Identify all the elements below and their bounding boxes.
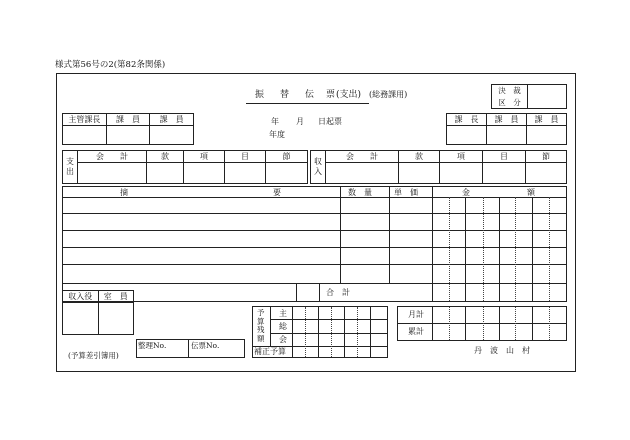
cumulative-total-label: 累計: [408, 327, 424, 336]
seiri-number-label: 整理No.: [138, 341, 167, 350]
voucher-number-label: 伝票No.: [191, 341, 220, 350]
seal-cell-chief[interactable]: [63, 126, 107, 145]
rev-col-kou: 項: [440, 151, 483, 163]
village-name: 丹 波 山 村: [474, 346, 530, 355]
staff-header-member-2: 課 員: [150, 114, 194, 126]
date-day: 日起票: [318, 117, 342, 126]
rev-val-kan[interactable]: [399, 163, 440, 184]
seal-cell-member-4[interactable]: [527, 126, 567, 145]
rev-col-kaikei: 会 計: [326, 151, 399, 163]
summary-table: [62, 186, 567, 302]
header-amount-2: 額: [527, 188, 535, 197]
title-dept: (総務課用): [369, 90, 408, 99]
header-amount-1: 金: [462, 188, 470, 197]
date-year: 年: [271, 117, 279, 126]
header-tekiyo-1: 摘: [120, 188, 128, 197]
approval-field[interactable]: [528, 85, 567, 109]
date-month: 月: [296, 117, 304, 126]
fiscal-year-label: 年度: [269, 130, 285, 139]
approval-kessai: 決 裁: [492, 85, 528, 97]
rev-col-kan: 款: [399, 151, 440, 163]
summary-row-line: [63, 230, 566, 231]
supplementary-budget-label: 補正予算: [254, 347, 286, 356]
expenditure-label: 支出: [63, 151, 78, 184]
budget-ledger-note: (予算差引簿用): [68, 351, 119, 360]
seal-cell-manager[interactable]: [447, 126, 487, 145]
header-quantity: 数 量: [348, 188, 372, 197]
rev-val-moku[interactable]: [483, 163, 526, 184]
title-char-3: 伝: [305, 90, 315, 100]
receipt-office: 室 員: [98, 291, 134, 303]
voucher-title: [255, 91, 373, 101]
seal-cell-member-2[interactable]: [150, 126, 194, 145]
exp-col-kaikei: 会 計: [78, 151, 147, 163]
approval-kubun: 区 分: [492, 97, 528, 109]
title-char-4: 票: [326, 90, 336, 100]
exp-col-kou: 項: [184, 151, 225, 163]
budget-balance-label: 予算残額: [257, 308, 265, 343]
seal-cell-member-3[interactable]: [487, 126, 527, 145]
form-reference: 様式第56号の2(第82条関係): [55, 60, 166, 70]
summary-row-line: [63, 283, 566, 284]
exp-val-kaikei[interactable]: [78, 163, 147, 184]
staff-header-manager: 課 長: [447, 114, 487, 126]
summary-row-line: [63, 264, 566, 265]
staff-header-member-4: 課 員: [527, 114, 567, 126]
title-underline: [246, 103, 369, 104]
seal-cell-member-1[interactable]: [106, 126, 150, 145]
title-suffix: (支出): [336, 90, 362, 100]
left-staff-seals: [62, 113, 194, 145]
title-char-2: 替: [280, 90, 290, 100]
exp-val-setsu[interactable]: [266, 163, 308, 184]
rev-col-setsu: 節: [526, 151, 567, 163]
title-char-1: 振: [255, 90, 265, 100]
budget-row-main: 主: [279, 309, 287, 318]
revenue-accounts: [310, 150, 567, 184]
approval-box: [491, 84, 567, 109]
total-label: 合 計: [326, 288, 350, 297]
summary-row-line: [63, 247, 566, 248]
monthly-total-label: 月計: [408, 310, 424, 319]
rev-val-setsu[interactable]: [526, 163, 567, 184]
revenue-label: 収入: [311, 151, 326, 184]
header-tekiyo-2: 要: [273, 188, 281, 197]
staff-header-member-1: 課 員: [106, 114, 150, 126]
expenditure-accounts: [62, 150, 308, 184]
rev-val-kou[interactable]: [440, 163, 483, 184]
receipt-seal-2[interactable]: [98, 303, 134, 335]
receipt-seal-1[interactable]: [63, 303, 99, 335]
exp-col-moku: 目: [225, 151, 266, 163]
exp-col-setsu: 節: [266, 151, 308, 163]
exp-val-moku[interactable]: [225, 163, 266, 184]
rev-val-kaikei[interactable]: [326, 163, 399, 184]
receipt-officer-box: [62, 290, 134, 335]
right-staff-seals: [446, 113, 567, 145]
summary-row-line: [63, 213, 566, 214]
staff-header-chief: 主管課長: [63, 114, 107, 126]
header-unit-price: 単 価: [394, 188, 418, 197]
staff-header-member-3: 課 員: [487, 114, 527, 126]
budget-row-general: 総: [279, 322, 287, 331]
receipt-label: 収入役: [63, 291, 99, 303]
exp-col-kan: 款: [147, 151, 184, 163]
budget-row-account: 会: [279, 335, 287, 344]
rev-col-moku: 目: [483, 151, 526, 163]
exp-val-kou[interactable]: [184, 163, 225, 184]
exp-val-kan[interactable]: [147, 163, 184, 184]
